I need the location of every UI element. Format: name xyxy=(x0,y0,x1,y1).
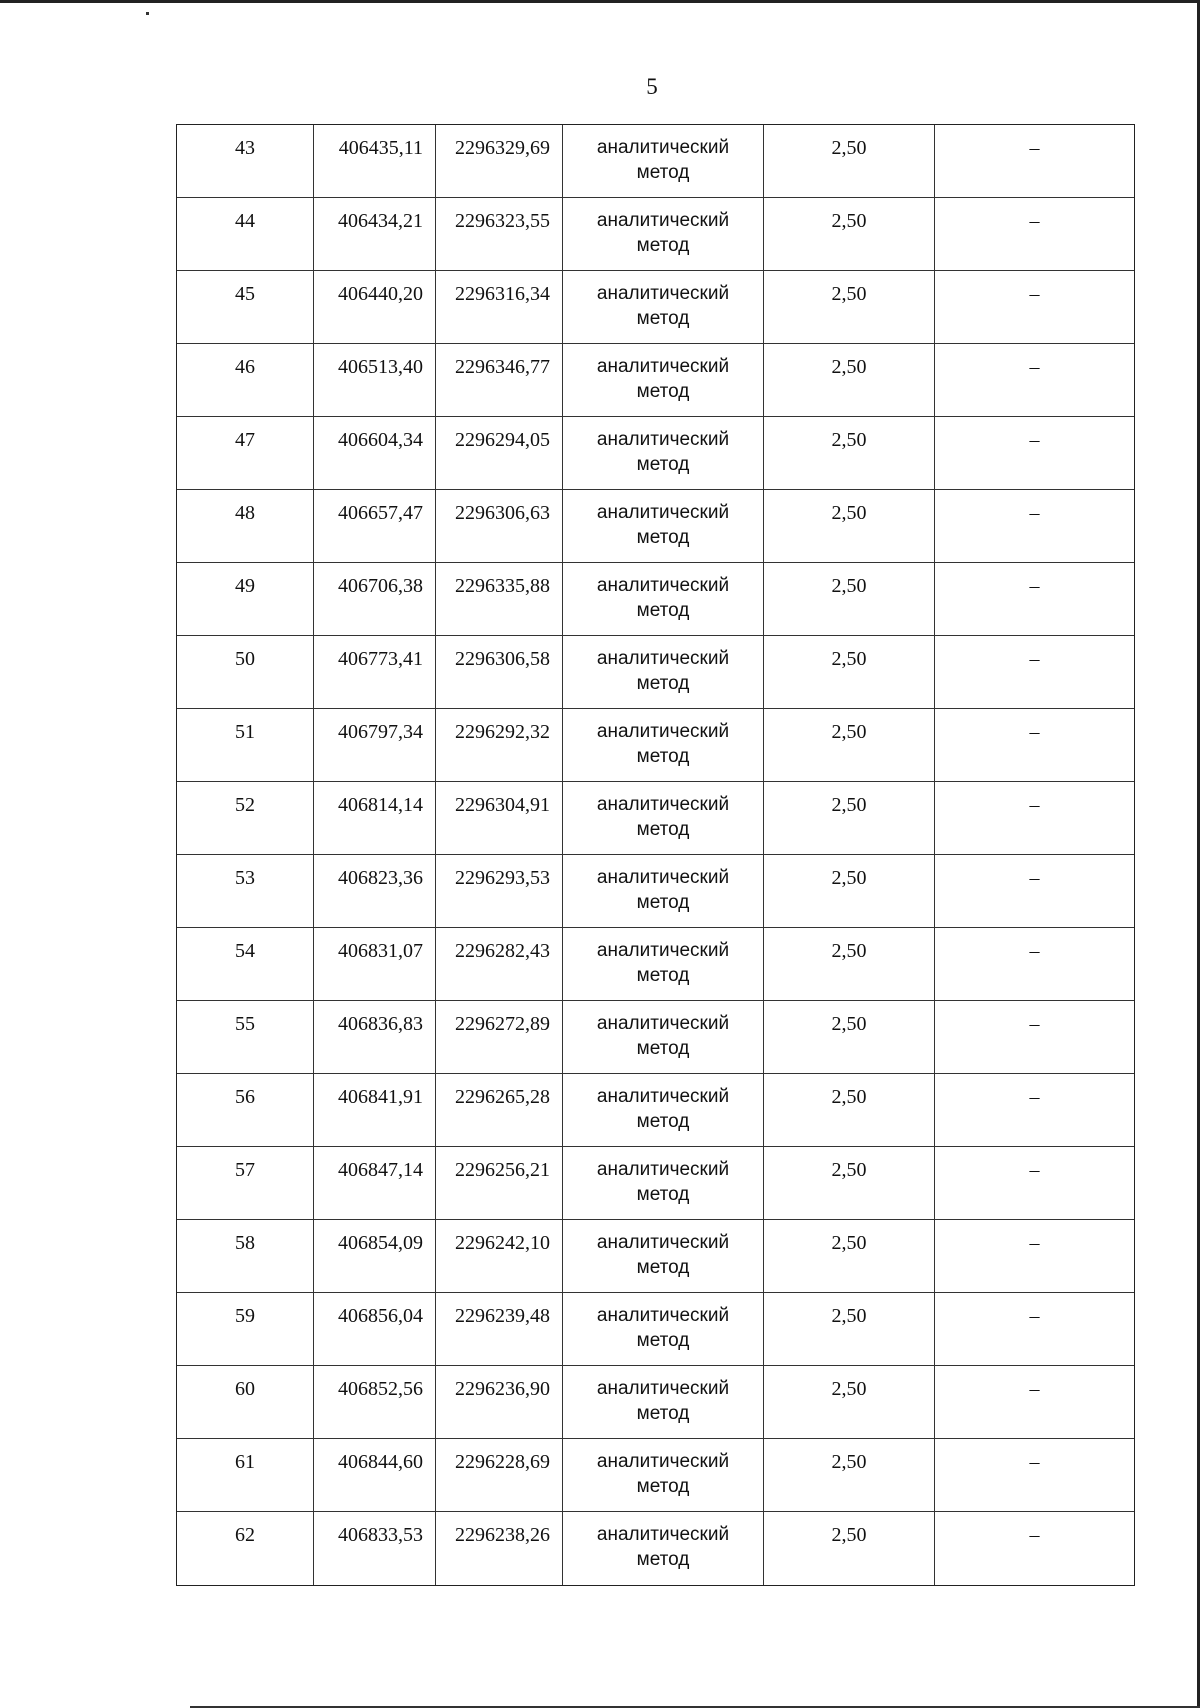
point-number-cell: 61 xyxy=(177,1439,314,1511)
method-cell xyxy=(563,125,764,197)
method-line-1: аналитический xyxy=(596,1378,730,1399)
table-row xyxy=(177,1293,1134,1366)
table-row xyxy=(177,709,1134,782)
accuracy-cell: 2,50 xyxy=(764,125,935,197)
description-cell: – xyxy=(1029,794,1040,816)
table-row xyxy=(177,490,1134,563)
point-number-cell: 50 xyxy=(177,636,314,708)
table-row xyxy=(177,1001,1134,1074)
point-number-cell: 56 xyxy=(177,1074,314,1146)
method-line-2: метод xyxy=(636,454,690,475)
method-line-2: метод xyxy=(636,819,690,840)
method-cell xyxy=(563,1074,764,1146)
accuracy-cell: 2,50 xyxy=(764,1366,935,1438)
method-line-2: метод xyxy=(636,1330,690,1351)
table-row xyxy=(177,1439,1134,1512)
method-line-1: аналитический xyxy=(596,1013,730,1034)
method-cell xyxy=(563,1147,764,1219)
point-number-cell: 62 xyxy=(177,1512,314,1585)
point-number-cell: 58 xyxy=(177,1220,314,1292)
accuracy-cell: 2,50 xyxy=(764,198,935,270)
method-cell xyxy=(563,709,764,781)
method-line-1: аналитический xyxy=(596,721,730,742)
x-coordinate-cell: 406844,60 xyxy=(314,1439,436,1511)
y-coordinate-cell: 2296294,05 xyxy=(436,417,563,489)
x-coordinate-cell: 406836,83 xyxy=(314,1001,436,1073)
point-number-cell: 53 xyxy=(177,855,314,927)
point-number-cell: 43 xyxy=(177,125,314,197)
description-cell: – xyxy=(1029,1524,1040,1546)
y-coordinate-cell: 2296292,32 xyxy=(436,709,563,781)
table-row xyxy=(177,1512,1134,1585)
method-line-1: аналитический xyxy=(596,1159,730,1180)
y-coordinate-cell: 2296346,77 xyxy=(436,344,563,416)
method-line-2: метод xyxy=(636,308,690,329)
table-row xyxy=(177,417,1134,490)
accuracy-cell: 2,50 xyxy=(764,417,935,489)
description-cell: – xyxy=(1029,1305,1040,1327)
x-coordinate-cell: 406852,56 xyxy=(314,1366,436,1438)
accuracy-cell: 2,50 xyxy=(764,782,935,854)
method-line-2: метод xyxy=(636,1257,690,1278)
y-coordinate-cell: 2296306,63 xyxy=(436,490,563,562)
x-coordinate-cell: 406823,36 xyxy=(314,855,436,927)
description-cell: – xyxy=(1029,721,1040,743)
description-cell: – xyxy=(1029,210,1040,232)
point-number-cell: 59 xyxy=(177,1293,314,1365)
method-line-1: аналитический xyxy=(596,648,730,669)
method-cell xyxy=(563,563,764,635)
method-line-1: аналитический xyxy=(596,575,730,596)
method-line-2: метод xyxy=(636,162,690,183)
method-line-2: метод xyxy=(636,1111,690,1132)
x-coordinate-cell: 406847,14 xyxy=(314,1147,436,1219)
y-coordinate-cell: 2296306,58 xyxy=(436,636,563,708)
accuracy-cell: 2,50 xyxy=(764,1439,935,1511)
method-cell xyxy=(563,1512,764,1585)
x-coordinate-cell: 406434,21 xyxy=(314,198,436,270)
y-coordinate-cell: 2296228,69 xyxy=(436,1439,563,1511)
x-coordinate-cell: 406831,07 xyxy=(314,928,436,1000)
point-number-cell: 52 xyxy=(177,782,314,854)
accuracy-cell: 2,50 xyxy=(764,271,935,343)
y-coordinate-cell: 2296242,10 xyxy=(436,1220,563,1292)
x-coordinate-cell: 406797,34 xyxy=(314,709,436,781)
description-cell: – xyxy=(1029,356,1040,378)
point-number-cell: 46 xyxy=(177,344,314,416)
accuracy-cell: 2,50 xyxy=(764,1147,935,1219)
point-number-cell: 44 xyxy=(177,198,314,270)
x-coordinate-cell: 406604,34 xyxy=(314,417,436,489)
description-cell: – xyxy=(1029,575,1040,597)
method-cell xyxy=(563,344,764,416)
accuracy-cell: 2,50 xyxy=(764,563,935,635)
description-cell: – xyxy=(1029,1232,1040,1254)
method-line-2: метод xyxy=(636,1038,690,1059)
x-coordinate-cell: 406657,47 xyxy=(314,490,436,562)
description-cell: – xyxy=(1029,429,1040,451)
description-cell: – xyxy=(1029,1086,1040,1108)
method-cell xyxy=(563,271,764,343)
y-coordinate-cell: 2296238,26 xyxy=(436,1512,563,1585)
x-coordinate-cell: 406854,09 xyxy=(314,1220,436,1292)
y-coordinate-cell: 2296265,28 xyxy=(436,1074,563,1146)
x-coordinate-cell: 406773,41 xyxy=(314,636,436,708)
method-line-1: аналитический xyxy=(596,1086,730,1107)
method-line-2: метод xyxy=(636,1549,690,1570)
coordinates-table xyxy=(176,124,1135,1586)
method-line-2: метод xyxy=(636,235,690,256)
table-row xyxy=(177,1147,1134,1220)
method-line-2: метод xyxy=(636,381,690,402)
y-coordinate-cell: 2296323,55 xyxy=(436,198,563,270)
accuracy-cell: 2,50 xyxy=(764,1074,935,1146)
method-cell xyxy=(563,1293,764,1365)
point-number-cell: 57 xyxy=(177,1147,314,1219)
description-cell: – xyxy=(1029,1159,1040,1181)
table-row xyxy=(177,1074,1134,1147)
point-number-cell: 48 xyxy=(177,490,314,562)
table-row xyxy=(177,563,1134,636)
method-line-2: метод xyxy=(636,1403,690,1424)
y-coordinate-cell: 2296335,88 xyxy=(436,563,563,635)
method-line-1: аналитический xyxy=(596,356,730,377)
method-line-2: метод xyxy=(636,892,690,913)
y-coordinate-cell: 2296282,43 xyxy=(436,928,563,1000)
accuracy-cell: 2,50 xyxy=(764,928,935,1000)
point-number-cell: 55 xyxy=(177,1001,314,1073)
method-line-1: аналитический xyxy=(596,1232,730,1253)
table-row xyxy=(177,636,1134,709)
page-number: 5 xyxy=(646,74,658,99)
method-cell xyxy=(563,1220,764,1292)
method-line-1: аналитический xyxy=(596,1451,730,1472)
description-cell: – xyxy=(1029,137,1040,159)
accuracy-cell: 2,50 xyxy=(764,636,935,708)
table-row xyxy=(177,1366,1134,1439)
x-coordinate-cell: 406856,04 xyxy=(314,1293,436,1365)
y-coordinate-cell: 2296293,53 xyxy=(436,855,563,927)
y-coordinate-cell: 2296304,91 xyxy=(436,782,563,854)
x-coordinate-cell: 406513,40 xyxy=(314,344,436,416)
accuracy-cell: 2,50 xyxy=(764,855,935,927)
table-row xyxy=(177,782,1134,855)
method-cell xyxy=(563,782,764,854)
method-line-2: метод xyxy=(636,965,690,986)
x-coordinate-cell: 406841,91 xyxy=(314,1074,436,1146)
point-number-cell: 60 xyxy=(177,1366,314,1438)
method-line-2: метод xyxy=(636,746,690,767)
method-cell xyxy=(563,1439,764,1511)
description-cell: – xyxy=(1029,648,1040,670)
method-cell xyxy=(563,490,764,562)
accuracy-cell: 2,50 xyxy=(764,709,935,781)
description-cell: – xyxy=(1029,940,1040,962)
y-coordinate-cell: 2296316,34 xyxy=(436,271,563,343)
description-cell: – xyxy=(1029,1013,1040,1035)
method-cell xyxy=(563,855,764,927)
method-line-2: метод xyxy=(636,673,690,694)
method-line-1: аналитический xyxy=(596,502,730,523)
table-row xyxy=(177,271,1134,344)
point-number-cell: 54 xyxy=(177,928,314,1000)
table-row xyxy=(177,928,1134,1001)
description-cell: – xyxy=(1029,867,1040,889)
method-line-1: аналитический xyxy=(596,940,730,961)
method-line-1: аналитический xyxy=(596,1524,730,1545)
method-line-1: аналитический xyxy=(596,867,730,888)
method-cell xyxy=(563,928,764,1000)
page-top-border xyxy=(0,0,1200,3)
accuracy-cell: 2,50 xyxy=(764,1293,935,1365)
accuracy-cell: 2,50 xyxy=(764,1220,935,1292)
accuracy-cell: 2,50 xyxy=(764,490,935,562)
table-row xyxy=(177,125,1134,198)
method-line-2: метод xyxy=(636,1476,690,1497)
table-row xyxy=(177,198,1134,271)
method-line-1: аналитический xyxy=(596,283,730,304)
table-row xyxy=(177,1220,1134,1293)
point-number-cell: 51 xyxy=(177,709,314,781)
x-coordinate-cell: 406440,20 xyxy=(314,271,436,343)
method-line-1: аналитический xyxy=(596,1305,730,1326)
method-line-1: аналитический xyxy=(596,794,730,815)
x-coordinate-cell: 406833,53 xyxy=(314,1512,436,1585)
method-cell xyxy=(563,636,764,708)
point-number-cell: 45 xyxy=(177,271,314,343)
method-cell xyxy=(563,417,764,489)
method-cell xyxy=(563,198,764,270)
y-coordinate-cell: 2296239,48 xyxy=(436,1293,563,1365)
accuracy-cell: 2,50 xyxy=(764,344,935,416)
method-line-2: метод xyxy=(636,600,690,621)
x-coordinate-cell: 406814,14 xyxy=(314,782,436,854)
method-cell xyxy=(563,1001,764,1073)
method-line-1: аналитический xyxy=(596,429,730,450)
y-coordinate-cell: 2296329,69 xyxy=(436,125,563,197)
scan-speck xyxy=(146,12,149,15)
description-cell: – xyxy=(1029,283,1040,305)
table-row xyxy=(177,855,1134,928)
method-line-1: аналитический xyxy=(596,210,730,231)
accuracy-cell: 2,50 xyxy=(764,1512,935,1585)
description-cell: – xyxy=(1029,502,1040,524)
point-number-cell: 49 xyxy=(177,563,314,635)
description-cell: – xyxy=(1029,1378,1040,1400)
y-coordinate-cell: 2296272,89 xyxy=(436,1001,563,1073)
x-coordinate-cell: 406435,11 xyxy=(314,125,436,197)
method-line-2: метод xyxy=(636,1184,690,1205)
method-line-2: метод xyxy=(636,527,690,548)
x-coordinate-cell: 406706,38 xyxy=(314,563,436,635)
y-coordinate-cell: 2296236,90 xyxy=(436,1366,563,1438)
point-number-cell: 47 xyxy=(177,417,314,489)
method-line-1: аналитический xyxy=(596,137,730,158)
description-cell: – xyxy=(1029,1451,1040,1473)
table-row xyxy=(177,344,1134,417)
y-coordinate-cell: 2296256,21 xyxy=(436,1147,563,1219)
method-cell xyxy=(563,1366,764,1438)
accuracy-cell: 2,50 xyxy=(764,1001,935,1073)
